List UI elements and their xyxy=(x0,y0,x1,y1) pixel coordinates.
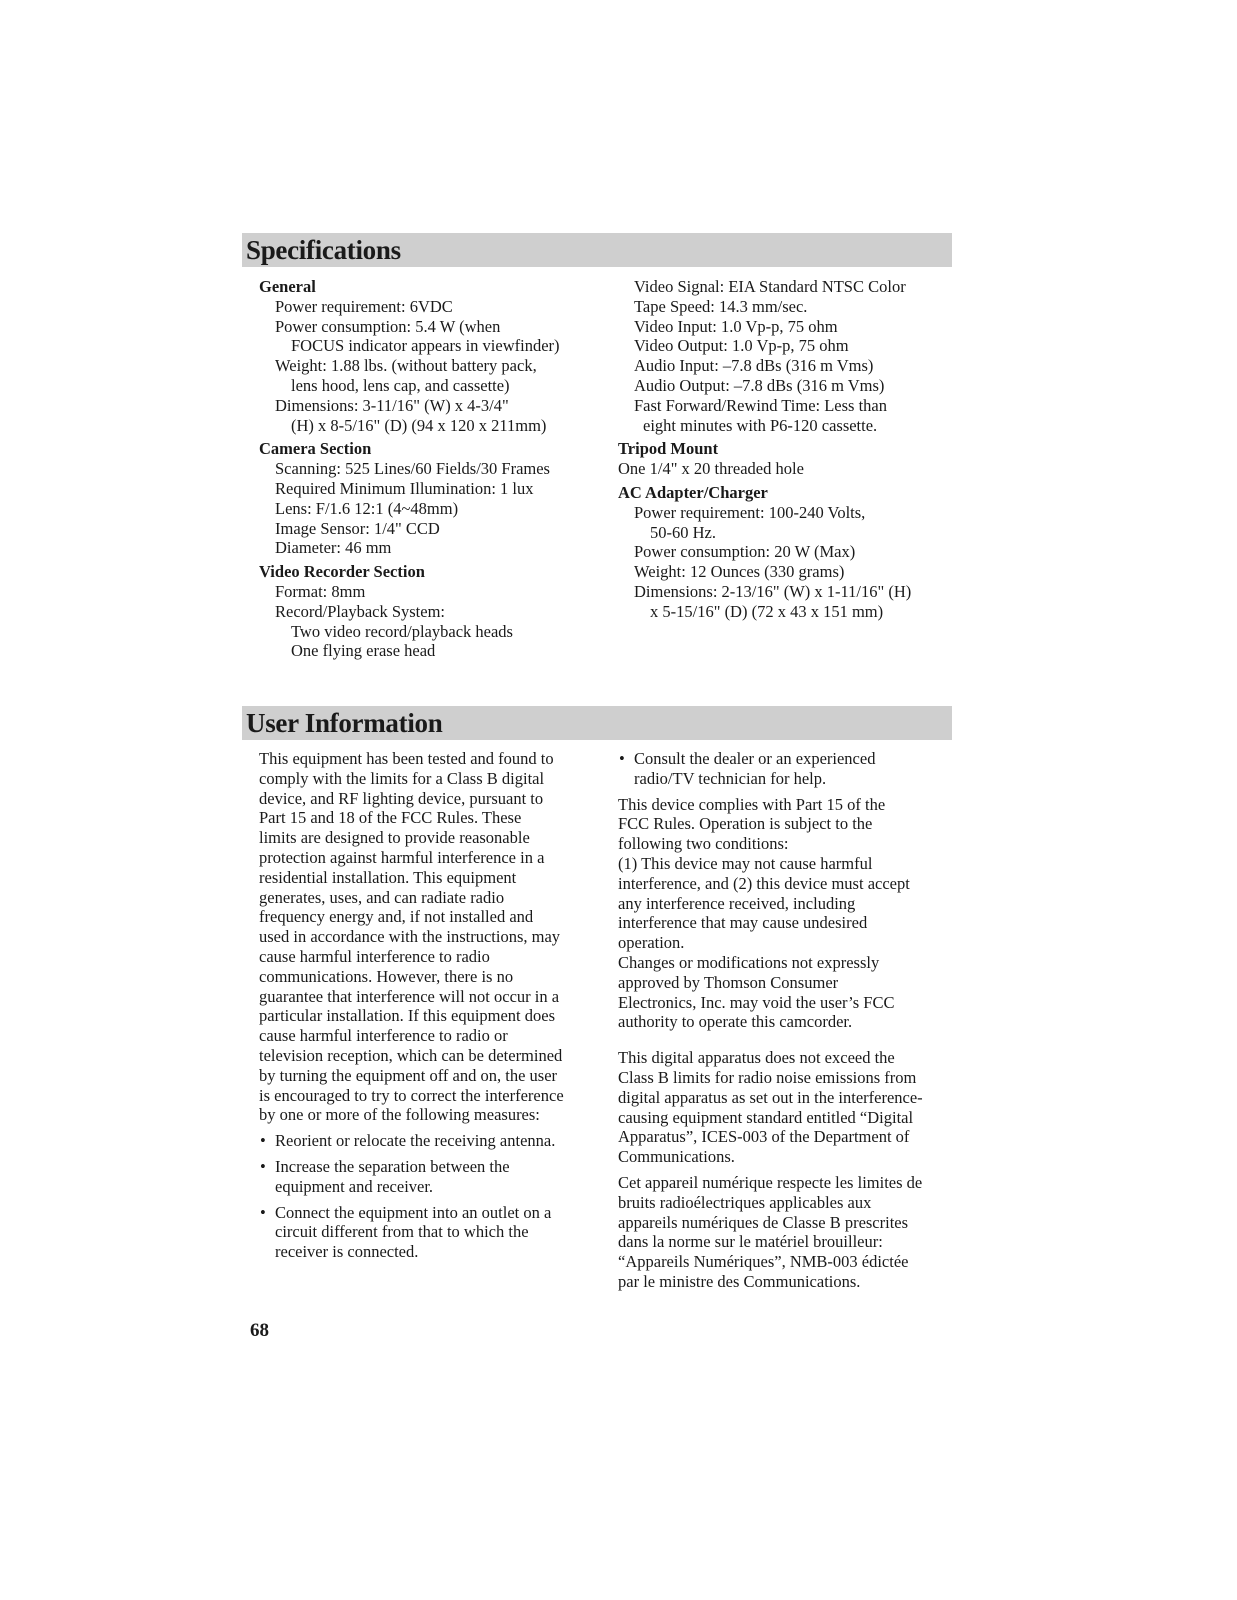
text-line: frequency energy and, if not installed and xyxy=(259,907,534,927)
text-line: by turning the equipment off and on, the user xyxy=(259,1065,558,1085)
text-line: interference, and (2) this device must accept xyxy=(618,873,910,893)
text-line: residential installation. This equipment xyxy=(259,867,517,887)
spec-line: One 1/4" x 20 threaded hole xyxy=(618,459,804,479)
spec-line: Lens: F/1.6 12:1 (4~48mm) xyxy=(275,498,459,518)
text-line: par le ministre des Communications. xyxy=(618,1271,861,1291)
text-line: Apparatus”, ICES-003 of the Department of xyxy=(618,1127,910,1147)
user-info-right-column xyxy=(618,749,952,1292)
specs-left-column xyxy=(259,277,604,661)
video-recorder-section-heading: Video Recorder Section xyxy=(259,562,425,582)
text-line: any interference received, including xyxy=(618,893,856,913)
spec-line: eight minutes with P6-120 cassette. xyxy=(643,415,878,435)
text-line: receiver is connected. xyxy=(275,1242,419,1262)
text-line: by one or more of the following measures: xyxy=(259,1105,540,1125)
spec-line: Power consumption: 5.4 W (when xyxy=(275,316,501,336)
bullet-marker: • xyxy=(619,749,625,768)
text-line: “Appareils Numériques”, NMB-003 édictée xyxy=(618,1252,909,1272)
text-line: comply with the limits for a Class B digital xyxy=(259,768,545,788)
spec-line: Video Signal: EIA Standard NTSC Color xyxy=(634,277,906,296)
text-line: Reorient or relocate the receiving antenna. xyxy=(275,1131,556,1151)
spec-line: Weight: 1.88 lbs. (without battery pack, xyxy=(275,356,537,376)
text-line: digital apparatus as set out in the interference- xyxy=(618,1087,923,1107)
text-line: Cet appareil numérique respecte les limites de xyxy=(618,1172,923,1192)
list-item xyxy=(259,1157,604,1197)
fcc-paragraph xyxy=(259,749,604,1125)
text-line: bruits radioélectriques applicables aux xyxy=(618,1192,872,1212)
text-line: This digital apparatus does not exceed the xyxy=(618,1048,895,1068)
user-information-title: User Information xyxy=(246,708,443,738)
bullet-marker: • xyxy=(260,1156,266,1176)
text-line: operation. xyxy=(618,933,685,953)
spec-line: Power requirement: 6VDC xyxy=(275,296,453,316)
list-item xyxy=(259,1203,604,1262)
specs-right-column xyxy=(618,277,952,622)
spec-line: 50-60 Hz. xyxy=(650,522,716,542)
list-item xyxy=(618,749,952,789)
text-line: dans la norme sur le matériel brouilleur: xyxy=(618,1232,883,1252)
spec-line: Required Minimum Illumination: 1 lux xyxy=(275,478,534,498)
bullet-marker: • xyxy=(260,1202,266,1222)
text-line: television reception, which can be determined xyxy=(259,1045,563,1065)
text-line: authority to operate this camcorder. xyxy=(618,1012,853,1032)
text-line: FCC Rules. Operation is subject to the xyxy=(618,814,873,834)
specifications-header-bar xyxy=(242,233,952,267)
text-line: particular installation. If this equipment does xyxy=(259,1006,556,1026)
spec-line: Video Input: 1.0 Vp-p, 75 ohm xyxy=(634,316,838,336)
spec-line: Two video record/playback heads xyxy=(291,621,513,641)
text-line: cause harmful interference to radio xyxy=(259,946,490,966)
text-line: Electronics, Inc. may void the user’s FCC xyxy=(618,992,895,1012)
spec-line: Fast Forward/Rewind Time: Less than xyxy=(634,395,888,415)
spec-line: Audio Output: –7.8 dBs (316 m Vms) xyxy=(634,375,885,395)
text-line: Communications. xyxy=(618,1147,735,1167)
nmb-french-paragraph xyxy=(618,1173,952,1292)
text-line: Part 15 and 18 of the FCC Rules. These xyxy=(259,808,522,828)
spec-line: Image Sensor: 1/4" CCD xyxy=(275,518,440,538)
spec-line: Diameter: 46 mm xyxy=(275,538,392,558)
spec-line: x 5-15/16" (D) (72 x 43 x 151 mm) xyxy=(650,601,884,621)
text-line: Class B limits for radio noise emissions from xyxy=(618,1067,917,1087)
text-line: cause harmful interference to radio or xyxy=(259,1026,508,1046)
text-line: generates, uses, and can radiate radio xyxy=(259,887,505,907)
general-heading: General xyxy=(259,277,316,296)
text-line: protection against harmful interference in a xyxy=(259,847,545,867)
text-line: radio/TV technician for help. xyxy=(634,768,827,788)
tripod-mount-heading: Tripod Mount xyxy=(618,439,719,459)
text-line: guarantee that interference will not occur in a xyxy=(259,986,560,1006)
text-line: Changes or modifications not expressly xyxy=(618,952,880,972)
text-line: following two conditions: xyxy=(618,834,789,854)
text-line: is encouraged to try to correct the interference xyxy=(259,1085,564,1105)
user-info-left-column xyxy=(259,749,604,1262)
spec-line: One flying erase head xyxy=(291,641,436,661)
text-line: device, and RF lighting device, pursuant to xyxy=(259,788,544,808)
spec-line: lens hood, lens cap, and cassette) xyxy=(291,375,510,395)
spec-line: Dimensions: 3-11/16" (W) x 4-3/4" xyxy=(275,395,509,415)
spec-line: Scanning: 525 Lines/60 Fields/30 Frames xyxy=(275,459,550,479)
ac-adapter-heading: AC Adapter/Charger xyxy=(618,482,768,502)
text-line: Consult the dealer or an experienced xyxy=(634,749,876,768)
spec-line: Record/Playback System: xyxy=(275,601,446,621)
user-information-header-bar xyxy=(242,706,952,740)
spec-line: Weight: 12 Ounces (330 grams) xyxy=(634,562,845,582)
text-line: communications. However, there is no xyxy=(259,966,514,986)
spec-line: FOCUS indicator appears in viewfinder) xyxy=(291,336,560,356)
spec-line: Format: 8mm xyxy=(275,581,366,601)
specifications-title: Specifications xyxy=(246,235,401,265)
text-line: used in accordance with the instructions, may xyxy=(259,927,561,947)
text-line: appareils numériques de Classe B prescrites xyxy=(618,1212,909,1232)
spec-line: Tape Speed: 14.3 mm/sec. xyxy=(634,296,808,316)
fcc-compliance-paragraph xyxy=(618,795,952,1033)
list-item xyxy=(259,1131,604,1151)
spec-line: Video Output: 1.0 Vp-p, 75 ohm xyxy=(634,336,849,356)
spec-line: Power consumption: 20 W (Max) xyxy=(634,542,856,562)
text-line: equipment and receiver. xyxy=(275,1176,434,1196)
text-line: This equipment has been tested and found to xyxy=(259,749,554,768)
text-line: (1) This device may not cause harmful xyxy=(618,853,873,873)
text-line: approved by Thomson Consumer xyxy=(618,972,839,992)
bullet-marker: • xyxy=(260,1131,266,1151)
text-line: limits are designed to provide reasonable xyxy=(259,828,530,848)
text-line: causing equipment standard entitled “Digital xyxy=(618,1107,914,1127)
ices-paragraph xyxy=(618,1048,952,1167)
spec-line: Audio Input: –7.8 dBs (316 m Vms) xyxy=(634,356,874,376)
page-number: 68 xyxy=(250,1320,269,1341)
text-line: Connect the equipment into an outlet on a xyxy=(275,1202,552,1222)
text-line: interference that may cause undesired xyxy=(618,913,868,933)
text-line: circuit different from that to which the xyxy=(275,1222,529,1242)
spec-line: Power requirement: 100-240 Volts, xyxy=(634,502,866,522)
spec-line: (H) x 8-5/16" (D) (94 x 120 x 211mm) xyxy=(291,415,547,435)
text-line: Increase the separation between the xyxy=(275,1156,510,1176)
spec-line: Dimensions: 2-13/16" (W) x 1-11/16" (H) xyxy=(634,581,912,601)
camera-section-heading: Camera Section xyxy=(259,439,372,459)
text-line: This device complies with Part 15 of the xyxy=(618,794,886,814)
